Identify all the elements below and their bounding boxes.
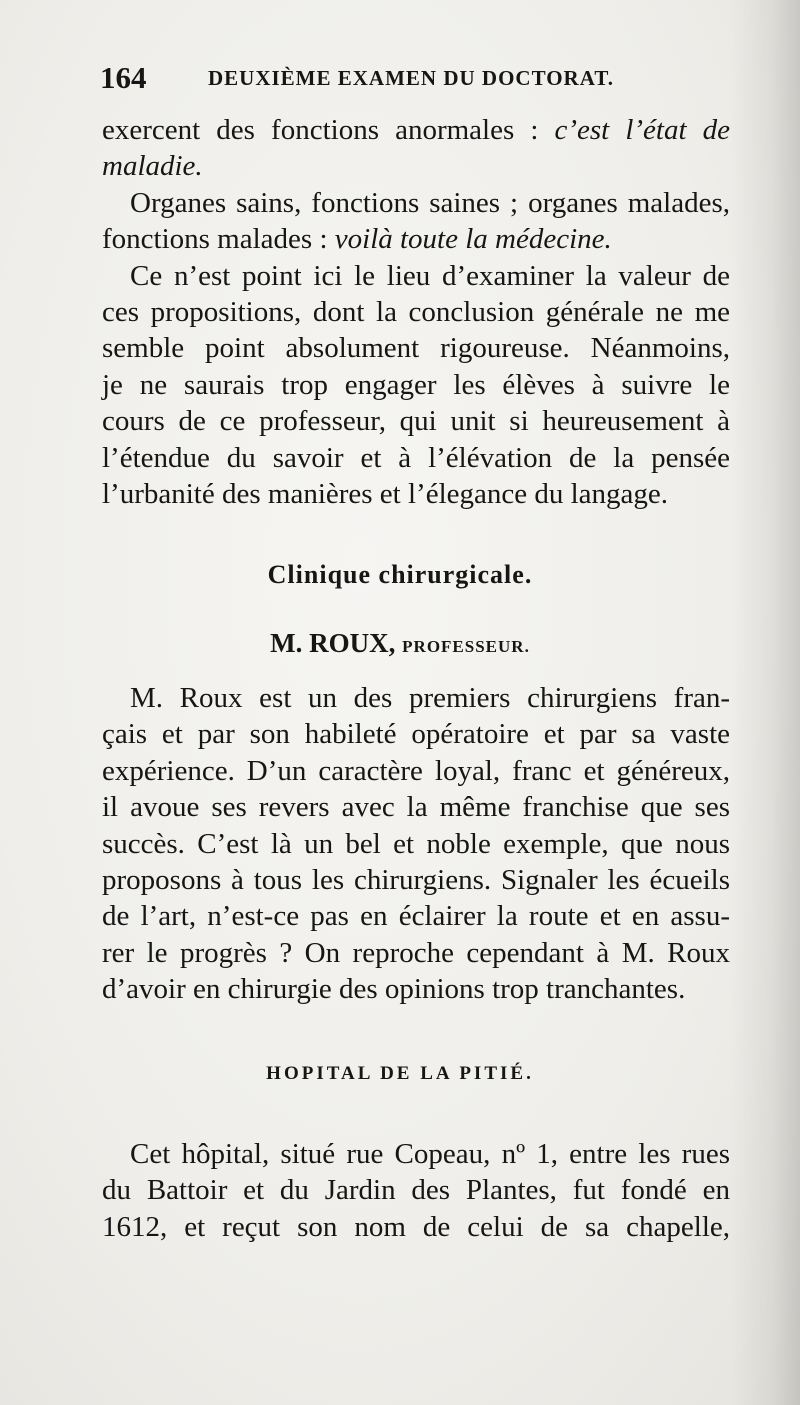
text-line: Organes sains, fonctions saines ; organes malades, xyxy=(130,186,730,219)
text-line: ces propositions, dont la conclusion générale ne me xyxy=(102,295,730,328)
italic-text: voilà toute la médecine. xyxy=(334,223,612,256)
text-line: proposons à tous les chirurgiens. Signaler les écueils xyxy=(102,863,730,896)
running-head: DEUXIÈME EXAMEN DU DOCTORAT. xyxy=(208,66,615,90)
text-line: rer le progrès ? On reproche cependant à M. Roux xyxy=(102,936,730,969)
section-heading-clinique: Clinique chirurgicale. xyxy=(267,560,533,589)
text-line: du Battoir et du Jardin des Plantes, fut fondé en xyxy=(102,1174,730,1207)
paragraph-block-2 xyxy=(102,680,730,1008)
text-line: maladie. xyxy=(102,150,203,183)
text-line: de l’art, n’est-ce pas en éclairer la route et en assu- xyxy=(102,900,730,933)
section-heading-hopital: HOPITAL DE LA PITIÉ. xyxy=(266,1063,534,1084)
professor-name: M. ROUX, xyxy=(270,628,396,658)
text-line: çais et par son habileté opératoire et par sa vaste xyxy=(102,718,730,751)
text-line: succès. C’est là un bel et noble exemple, que nous xyxy=(102,827,730,860)
italic-text: c’est l’état de xyxy=(554,114,730,146)
text-span: fonctions malades : xyxy=(102,223,335,256)
page-number: 164 xyxy=(100,60,147,95)
text-line xyxy=(102,221,730,257)
page-header xyxy=(100,60,740,100)
text-line: M. Roux est un des premiers chirurgiens fran- xyxy=(130,682,730,714)
text-line: 1612, et reçut son nom de celui de sa chapelle, xyxy=(102,1210,730,1243)
text-line: je ne saurais trop engager les élèves à suivre le xyxy=(102,368,730,401)
text-span: exercent des fonctions anormales : xyxy=(102,114,555,146)
paragraph-block-1 xyxy=(102,112,730,512)
text-line: il avoue ses revers avec la même franchise que ses xyxy=(102,791,730,824)
text-line: semble point absolument rigoureuse. Néanmoins, xyxy=(102,332,730,365)
text-line: cours de ce professeur, qui unit si heureusement à xyxy=(102,405,730,438)
text-line: l’urbanité des manières et l’élegance du langage. xyxy=(102,477,669,510)
text-line: l’étendue du savoir et à l’élévation de la pensée xyxy=(102,441,730,474)
professor-heading xyxy=(0,628,800,659)
text-line: Cet hôpital, situé rue Copeau, nº 1, entre les rues xyxy=(130,1138,730,1170)
text-line: expérience. D’un caractère loyal, franc et généreux, xyxy=(102,754,730,787)
text-line: Ce n’est point ici le lieu d’examiner la valeur de xyxy=(130,259,730,292)
text-line xyxy=(102,112,730,148)
professor-title: PROFESSEUR. xyxy=(402,637,530,656)
paragraph-block-3 xyxy=(102,1136,730,1245)
text-line: d’avoir en chirurgie des opinions trop tranchantes. xyxy=(102,973,686,1006)
page-gutter-shadow xyxy=(730,0,800,1405)
